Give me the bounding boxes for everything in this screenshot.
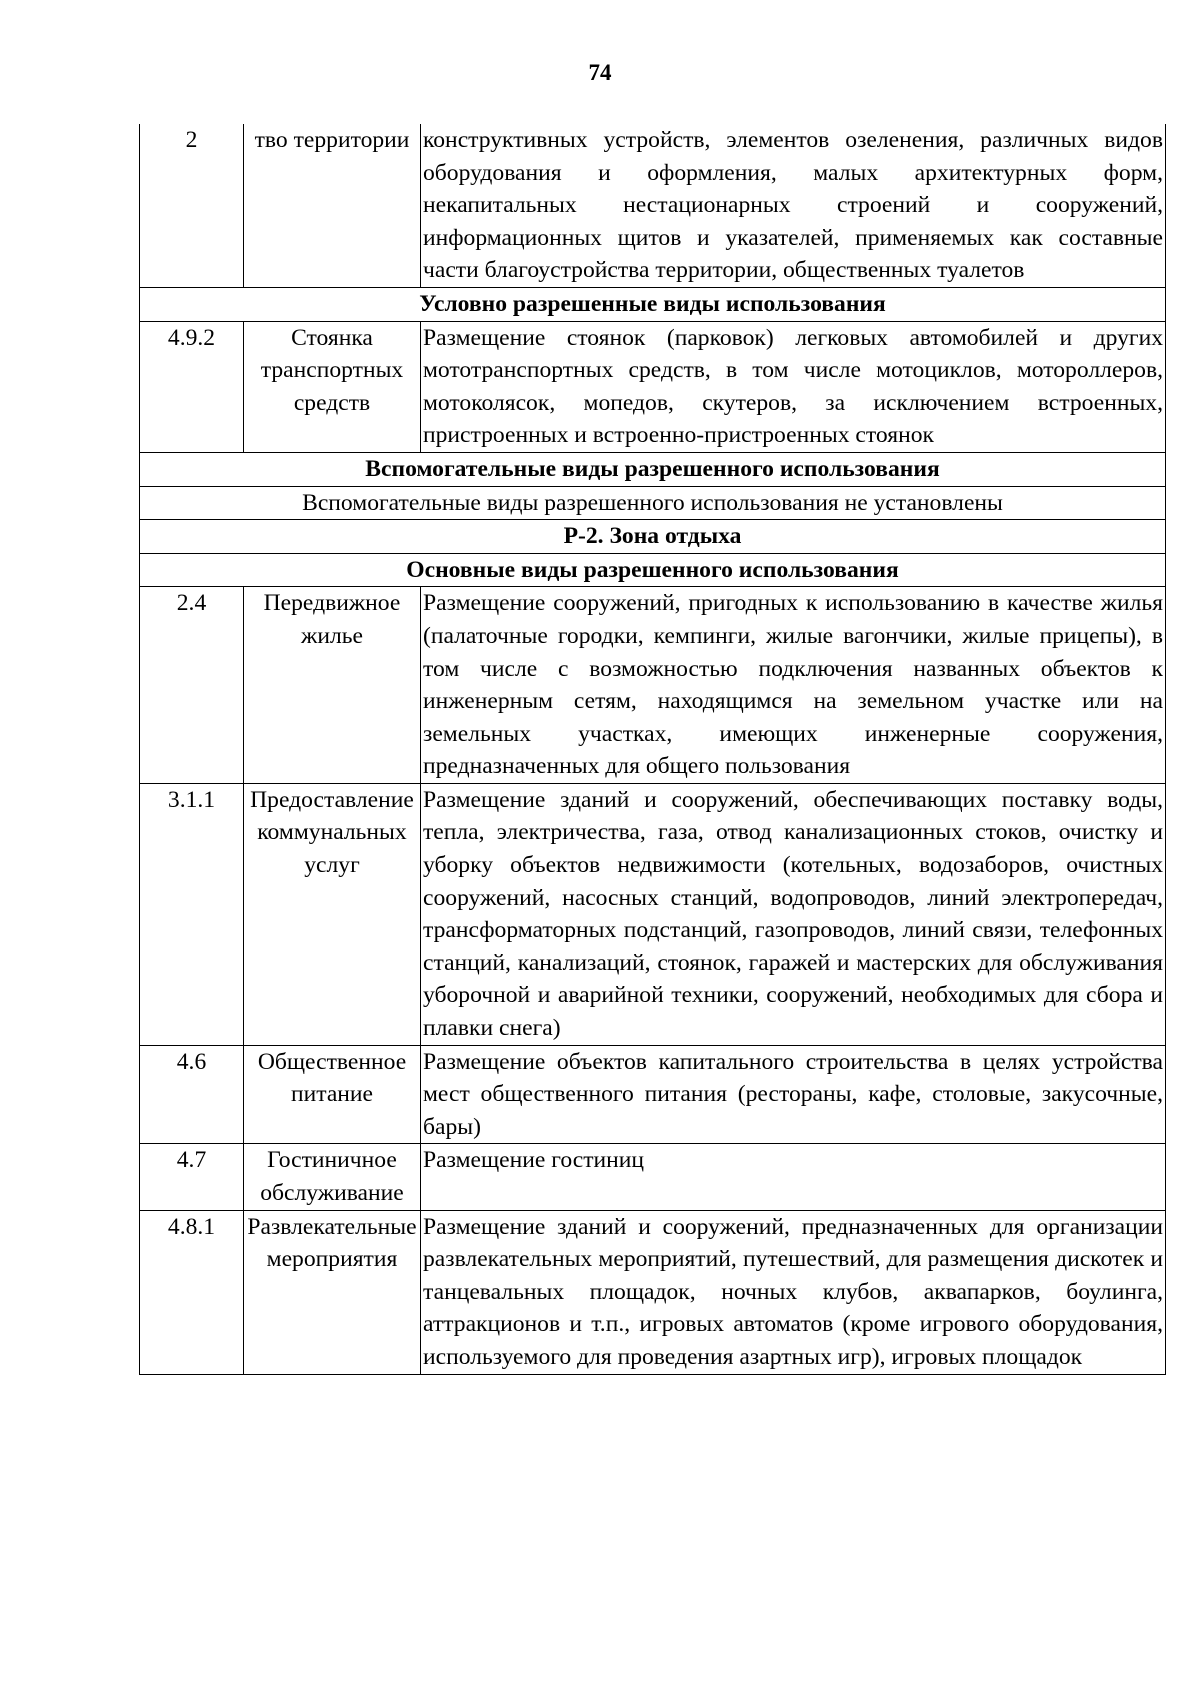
table-row (140, 783, 1166, 1045)
row-name: тво территории (244, 124, 421, 287)
section-note: Вспомогательные виды разрешенного использования не установлены (140, 486, 1166, 520)
table-row (140, 124, 1166, 287)
row-name: Гостиничное обслуживание (244, 1144, 421, 1210)
row-description: Размещение сооружений, пригодных к использованию в качестве жилья (палаточные городки, кемпинги, жилые вагончики, жилые прицепы), в том числе с возможностью подключения названных объектов к инженерным сетям, находящимся на земельном участке или на земельных участках, имеющих инженерные сооружения, предназначенных для общего пользования (421, 587, 1166, 784)
row-description: Размещение гостиниц (421, 1144, 1166, 1210)
row-name: Передвижное жилье (244, 587, 421, 784)
row-code: 4.6 (140, 1045, 244, 1144)
section-header: Основные виды разрешенного использования (140, 553, 1166, 587)
zone-header-row (140, 520, 1166, 554)
row-name: Предоставление коммунальных услуг (244, 783, 421, 1045)
table-row (140, 1144, 1166, 1210)
table-row (140, 321, 1166, 452)
row-code: 2.4 (140, 587, 244, 784)
row-code: 3.1.1 (140, 783, 244, 1045)
row-name: Стоянка транспортных средств (244, 321, 421, 452)
row-name: Общественное питание (244, 1045, 421, 1144)
land-use-table (139, 124, 1166, 1375)
row-code: 4.9.2 (140, 321, 244, 452)
section-header: Вспомогательные виды разрешенного использования (140, 452, 1166, 486)
section-header-row (140, 553, 1166, 587)
table-row (140, 587, 1166, 784)
row-code: 2 (140, 124, 244, 287)
zone-header: Р-2. Зона отдыха (140, 520, 1166, 554)
row-code: 4.8.1 (140, 1210, 244, 1374)
row-description: конструктивных устройств, элементов озеленения, различных видов оборудования и оформления, малых архитектурных форм, некапитальных нестационарных строений и сооружений, информационных щитов и указателей, применяемых как составные части благоустройства территории, общественных туалетов (421, 124, 1166, 287)
section-header: Условно разрешенные виды использования (140, 287, 1166, 321)
row-description: Размещение зданий и сооружений, обеспечивающих поставку воды, тепла, электричества, газа, отвод канализационных стоков, очистку и уборку объектов недвижимости (котельных, водозаборов, очистных сооружений, насосных станций, водопроводов, линий электропередач, трансформаторных подстанций, газопроводов, линий связи, телефонных станций, канализаций, стоянок, гаражей и мастерских для обслуживания уборочной и аварийной техники, сооружений, необходимых для сбора и плавки снега) (421, 783, 1166, 1045)
page-number: 74 (588, 60, 612, 85)
row-description: Размещение зданий и сооружений, предназначенных для организации развлекательных мероприятий, путешествий, для размещения дискотек и танцевальных площадок, ночных клубов, аквапарков, боулинга, аттракционов и т.п., игровых автоматов (кроме игрового оборудования, используемого для проведения азартных игр), игровых площадок (421, 1210, 1166, 1374)
table-row (140, 1045, 1166, 1144)
table-row (140, 1210, 1166, 1374)
row-description: Размещение стоянок (парковок) легковых автомобилей и других мототранспортных средств, в том числе мотоциклов, мотороллеров, мотоколясок, мопедов, скутеров, за исключением встроенных, пристроенных и встроенно-пристроенных стоянок (421, 321, 1166, 452)
note-row (140, 486, 1166, 520)
section-header-row (140, 452, 1166, 486)
row-description: Размещение объектов капитального строительства в целях устройства мест общественного питания (рестораны, кафе, столовые, закусочные, бары) (421, 1045, 1166, 1144)
row-name: Развлекательные мероприятия (244, 1210, 421, 1374)
row-code: 4.7 (140, 1144, 244, 1210)
section-header-row (140, 287, 1166, 321)
